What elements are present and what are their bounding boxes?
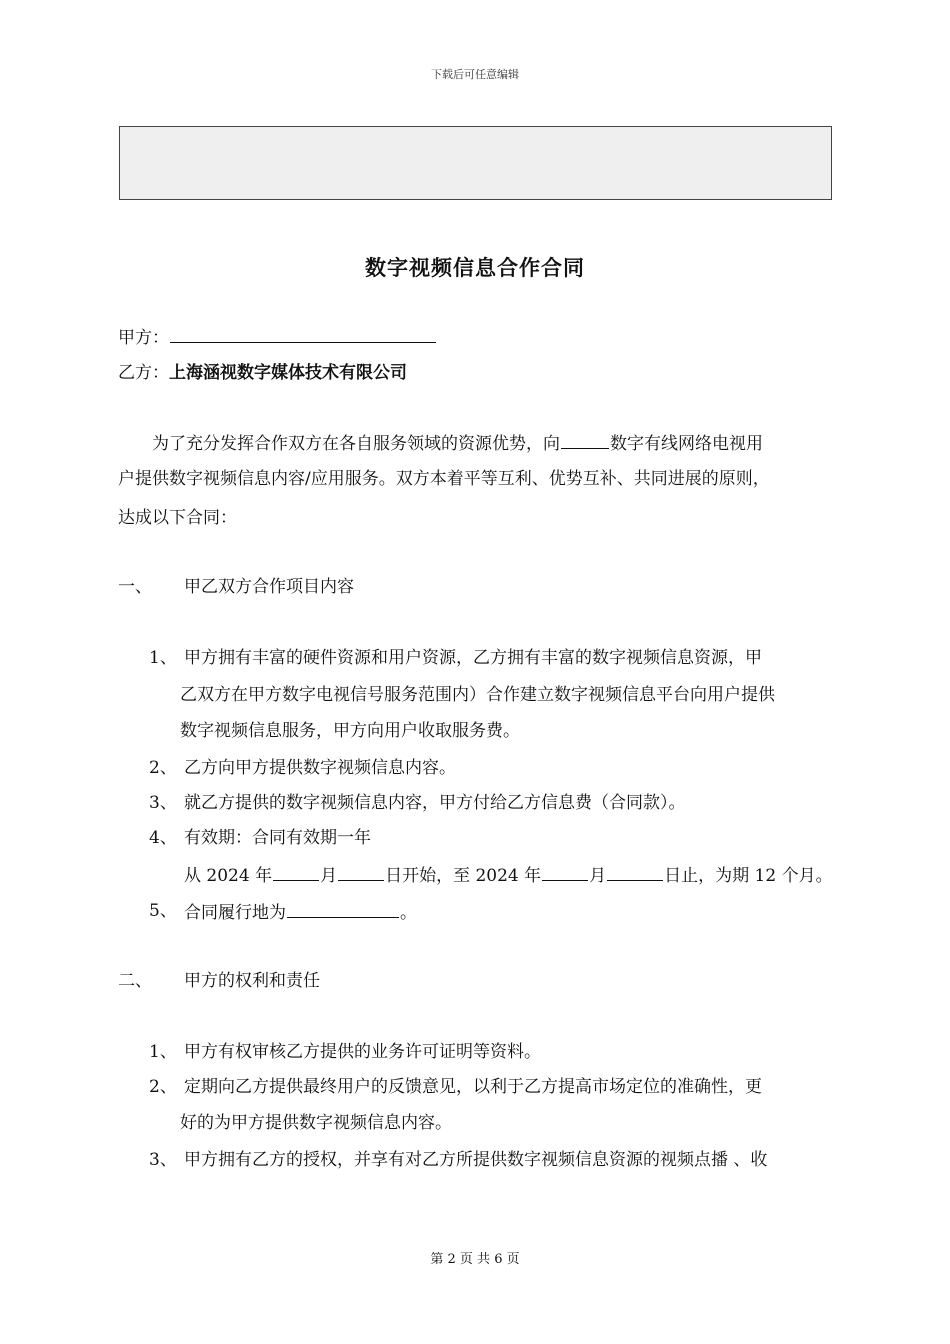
- party-b-line: [118, 361, 407, 385]
- party-b-name: 上海涵视数字媒体技术有限公司: [169, 363, 407, 383]
- party-a-blank: [170, 324, 436, 343]
- page-footer: 第 2 页 共 6 页: [430, 1252, 520, 1267]
- s2-item-3-num: 3、: [149, 1150, 177, 1170]
- party-b-label: 乙方：: [118, 363, 169, 383]
- s1-item-4-period: [184, 862, 833, 888]
- period-day-start: 日开始，至 2024 年: [385, 866, 542, 886]
- start-month-blank: [273, 862, 319, 881]
- start-day-blank: [338, 862, 384, 881]
- s1-item-4-num: 4、: [149, 828, 177, 848]
- s1-item-1-line-1: 甲方拥有丰富的硬件资源和用户资源，乙方拥有丰富的数字视频信息资源，甲: [184, 648, 762, 668]
- intro-blank: [561, 430, 609, 449]
- party-a-line: [118, 324, 437, 350]
- s2-item-2-num: 2、: [149, 1077, 177, 1097]
- s1-item-5-num: 5、: [149, 901, 177, 921]
- s2-item-1-num: 1、: [149, 1042, 177, 1062]
- period-month-1: 月: [320, 866, 338, 886]
- s1-item-3-num: 3、: [149, 793, 177, 813]
- s2-item-1-text: 甲方有权审核乙方提供的业务许可证明等资料。: [184, 1042, 541, 1062]
- s1-item-3-text: 就乙方提供的数字视频信息内容，甲方付给乙方信息费（合同款）。: [184, 793, 686, 813]
- section-2-title: 甲方的权利和责任: [184, 971, 320, 991]
- performance-place-label: 合同履行地为: [184, 903, 286, 923]
- period-from: 从 2024 年: [184, 866, 273, 886]
- s1-item-1-line-2: 乙双方在甲方数字电视信号服务范围内）合作建立数字视频信息平台向用户提供: [180, 685, 775, 705]
- section-2-number: 二、: [118, 971, 152, 991]
- party-a-label: 甲方：: [118, 328, 169, 348]
- section-1-number: 一、: [118, 577, 152, 597]
- s2-item-3-line-1: 甲方拥有乙方的授权，并享有对乙方所提供数字视频信息资源的视频点播 、收: [184, 1150, 768, 1170]
- performance-place-end: 。: [400, 903, 417, 923]
- intro-line-1-b: 数字有线网络电视用: [610, 434, 763, 454]
- intro-line-1: [152, 430, 763, 456]
- header-note: 下载后可任意编辑: [431, 68, 519, 81]
- intro-line-1-a: 为了充分发挥合作双方在各自服务领域的资源优势，向: [152, 434, 560, 454]
- period-day-end: 日止，为期 12 个月。: [664, 866, 833, 886]
- header-banner-box: [119, 126, 832, 200]
- end-month-blank: [542, 862, 588, 881]
- s1-item-5-text: [184, 899, 417, 925]
- s2-item-2-line-1: 定期向乙方提供最终用户的反馈意见，以利于乙方提高市场定位的准确性，更: [184, 1077, 762, 1097]
- s1-item-2-text: 乙方向甲方提供数字视频信息内容。: [184, 758, 456, 778]
- s1-item-1-line-3: 数字视频信息服务，甲方向用户收取服务费。: [180, 721, 520, 741]
- end-day-blank: [607, 862, 663, 881]
- section-1-title: 甲乙双方合作项目内容: [184, 577, 354, 597]
- performance-place-blank: [287, 899, 399, 918]
- document-title: 数字视频信息合作合同: [365, 256, 585, 280]
- s2-item-2-line-2: 好的为甲方提供数字视频信息内容。: [180, 1113, 452, 1133]
- period-month-2: 月: [589, 866, 607, 886]
- intro-line-2: 户提供数字视频信息内容/应用服务。双方本着平等互利、优势互补、共同进展的原则，: [118, 469, 770, 489]
- intro-line-3: 达成以下合同：: [118, 508, 237, 528]
- s1-item-1-num: 1、: [149, 648, 177, 668]
- s1-item-2-num: 2、: [149, 758, 177, 778]
- s1-item-4-text: 有效期：合同有效期一年: [184, 828, 371, 848]
